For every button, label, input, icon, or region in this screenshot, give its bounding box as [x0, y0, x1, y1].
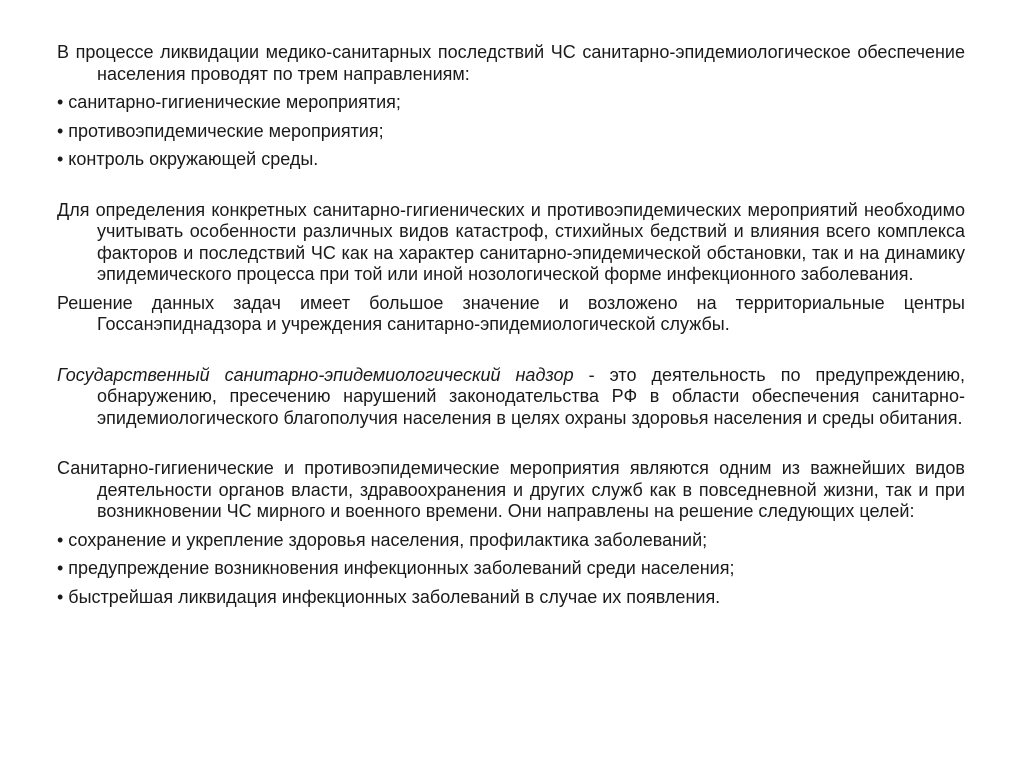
paragraph-measures: Для определения конкретных санитарно-гигиенических и противоэпидемических мероприятий необходимо учитывать особенности различных видов катастроф, стихийных бедствий и влияния всего комплекса факторов и последствий ЧС как на характер санитарно-эпидемической обстановки, так и на динамику эпидемического процесса при той или иной нозологической форме инфекционного заболевания. — [57, 199, 965, 284]
bullet-anti-epidemic: • противоэпидемические мероприятия; — [57, 120, 384, 141]
supervision-definition: - это деятельность по предупреждению, обнаружению, пресечению нарушений законодательства РФ в области обеспечения санитарно-эпидемиологического благополучия населения в целях охраны здоровья населения и среды обитания. — [97, 364, 966, 428]
paragraph-intro: В процессе ликвидации медико-санитарных последствий ЧС санитарно-эпидемиологическое обеспечение населения проводят по трем направлениям: — [57, 42, 965, 84]
paragraph-goals: Санитарно-гигиенические и противоэпидемические мероприятия являются одним из важнейших видов деятельности органов власти, здравоохранения и других служб как в повседневной жизни, так и при возникновении ЧС мирного и военного времени. Они направлены на решение следующих целей: — [57, 458, 965, 521]
spacer — [57, 343, 965, 365]
bullet-sanitary-hygienic: • санитарно-гигиенические мероприятия; — [57, 92, 401, 112]
slide-content — [57, 42, 965, 615]
paragraph-supervision — [57, 365, 965, 430]
supervision-term: Государственный санитарно-эпидемиологический надзор — [57, 364, 574, 385]
bullet-health-preservation: • сохранение и укрепление здоровья населения, профилактика заболеваний; — [57, 529, 708, 550]
bullet-liquidation: • быстрейшая ликвидация инфекционных заболеваний в случае их появления. — [57, 586, 721, 607]
spacer — [57, 436, 965, 458]
bullet-prevention: • предупреждение возникновения инфекционных заболеваний среди населения; — [57, 558, 735, 578]
spacer — [57, 178, 965, 200]
paragraph-tasks: Решение данных задач имеет большое значение и возложено на территориальные центры Госсанэпиднадзора и учреждения санитарно-эпидемиологической службы. — [57, 292, 965, 334]
bullet-environment-control: • контроль окружающей среды. — [57, 149, 319, 169]
